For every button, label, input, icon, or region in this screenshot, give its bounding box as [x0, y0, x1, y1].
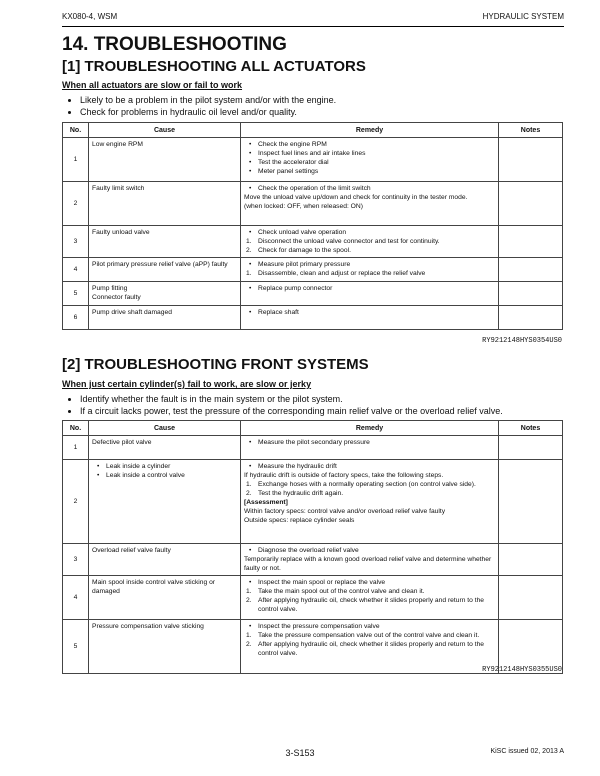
cause-text: Overload relief valve faulty — [92, 547, 171, 554]
cause-cell — [89, 282, 241, 306]
remedy-step — [244, 596, 495, 614]
remedy-bullet: • Measure the hydraulic drift — [244, 462, 495, 471]
cause-bullet: • Leak inside a cylinder — [92, 462, 237, 471]
remedy-step — [244, 587, 495, 596]
step-text: After applying hydraulic oil, check whether it slides properly and return to the control valve. — [258, 641, 485, 657]
notes-cell — [499, 258, 563, 282]
model-label: KX080-4, WSM — [62, 12, 118, 21]
section1-intro — [62, 94, 336, 118]
step-number: 2. — [246, 597, 252, 604]
cause-cell — [89, 258, 241, 282]
remedy-bullet: • Check the engine RPM — [244, 140, 495, 149]
cause-text: Pump fitting — [92, 285, 128, 292]
cause-text: Pilot primary pressure relief valve (aPP) faulty — [92, 261, 228, 268]
table-header-row — [63, 421, 563, 436]
remedy-bullet: • Inspect fuel lines and air intake lines — [244, 149, 495, 158]
remedy-cell — [241, 306, 499, 330]
notes-cell — [499, 544, 563, 576]
cause-text: Main spool inside control valve sticking or damaged — [92, 579, 216, 595]
remedy-cell — [241, 282, 499, 306]
table-row — [63, 436, 563, 460]
cause-text: Faulty unload valve — [92, 229, 150, 236]
step-text: Take the pressure compensation valve out of the control valve and clean it. — [258, 632, 480, 639]
row-number: 5 — [63, 282, 89, 306]
remedy-cell — [241, 576, 499, 620]
remedy-cell — [241, 436, 499, 460]
notes-cell — [499, 138, 563, 182]
step-text: Test the hydraulic drift again. — [258, 490, 344, 497]
cause-text: Faulty limit switch — [92, 185, 145, 192]
remedy-step — [244, 640, 495, 658]
cause-cell — [89, 620, 241, 674]
cause-text: Defective pilot valve — [92, 439, 152, 446]
cause-cell — [89, 576, 241, 620]
section1-title: [1] TROUBLESHOOTING ALL ACTUATORS — [62, 58, 366, 75]
row-number: 2 — [63, 460, 89, 544]
issue-label: KiSC issued 02, 2013 A — [490, 748, 564, 755]
section1-subtitle: When all actuators are slow or fail to work — [62, 80, 243, 90]
intro-item: • Check for problems in hydraulic oil level and/or quality. — [80, 106, 336, 118]
table-row — [63, 306, 563, 330]
row-number: 3 — [63, 226, 89, 258]
remedy-step — [244, 269, 495, 278]
remedy-bullet: • Replace shaft — [244, 308, 495, 317]
step-number: 2. — [246, 641, 252, 648]
col-remedy: Remedy — [241, 123, 499, 138]
cause-cell — [89, 306, 241, 330]
section2-title: [2] TROUBLESHOOTING FRONT SYSTEMS — [62, 356, 369, 373]
remedy-bullet: • Measure pilot primary pressure — [244, 260, 495, 269]
step-text: Exchange hoses with a normally operating section (on control valve side). — [258, 481, 476, 488]
cause-cell — [89, 182, 241, 226]
step-number: 1. — [246, 632, 252, 639]
section2-subtitle: When just certain cylinder(s) fail to work, are slow or jerky — [62, 379, 312, 389]
chapter-title: 14. TROUBLESHOOTING — [62, 34, 287, 55]
section-label: HYDRAULIC SYSTEM — [482, 12, 564, 21]
row-number: 4 — [63, 576, 89, 620]
row-number: 4 — [63, 258, 89, 282]
remedy-cell — [241, 544, 499, 576]
remedy-cell — [241, 138, 499, 182]
remedy-bullet: • Check the operation of the limit switch — [244, 184, 495, 193]
step-number: 2. — [246, 490, 252, 497]
step-number: 1. — [246, 481, 252, 488]
cause-bullet: • Leak inside a control valve — [92, 471, 237, 480]
cause-text: Connector faulty — [92, 294, 141, 301]
remedy-cell — [241, 258, 499, 282]
col-notes: Notes — [499, 421, 563, 436]
intro-item: • If a circuit lacks power, test the pressure of the corresponding main relief valve or the overload relief valve. — [80, 405, 503, 417]
step-text: Take the main spool out of the control valve and clean it. — [258, 588, 425, 595]
table-header-row — [63, 123, 563, 138]
remedy-text: Move the unload valve up/down and check for continuity in the tester mode. — [244, 194, 468, 201]
remedy-cell — [241, 226, 499, 258]
step-text: Check for damage to the spool. — [258, 247, 351, 254]
section2-ref: RY9212148HYS0355US0 — [482, 666, 562, 674]
step-number: 1. — [246, 270, 252, 277]
table-row — [63, 226, 563, 258]
remedy-cell — [241, 620, 499, 674]
row-number: 6 — [63, 306, 89, 330]
section2-intro — [62, 393, 503, 417]
cause-text: Pressure compensation valve sticking — [92, 623, 204, 630]
col-no: No. — [63, 123, 89, 138]
row-number: 5 — [63, 620, 89, 674]
step-text: Disconnect the unload valve connector and test for continuity. — [258, 238, 440, 245]
remedy-step — [244, 246, 495, 255]
remedy-text: Within factory specs: control valve and/or overload relief valve faulty — [244, 508, 446, 515]
remedy-text: Outside specs: replace cylinder seals — [244, 517, 355, 524]
table-row — [63, 460, 563, 544]
remedy-cell — [241, 460, 499, 544]
page-number: 3-S153 — [285, 748, 315, 758]
remedy-bullet: • Meter panel settings — [244, 167, 495, 176]
col-no: No. — [63, 421, 89, 436]
remedy-bullet: • Inspect the pressure compensation valve — [244, 622, 495, 631]
row-number: 2 — [63, 182, 89, 226]
table-row — [63, 282, 563, 306]
intro-item: • Likely to be a problem in the pilot system and/or with the engine. — [80, 94, 336, 106]
table-row — [63, 182, 563, 226]
step-number: 2. — [246, 247, 252, 254]
notes-cell — [499, 306, 563, 330]
row-number: 1 — [63, 138, 89, 182]
remedy-bullet: • Measure the pilot secondary pressure — [244, 438, 495, 447]
cause-cell — [89, 138, 241, 182]
remedy-text: If hydraulic drift is outside of factory specs, take the following steps. — [244, 472, 444, 479]
remedy-bullet: • Inspect the main spool or replace the valve — [244, 578, 495, 587]
remedy-step — [244, 489, 495, 498]
step-text: Disassemble, clean and adjust or replace the relief valve — [258, 270, 426, 277]
col-cause: Cause — [89, 123, 241, 138]
row-number: 1 — [63, 436, 89, 460]
remedy-cell — [241, 182, 499, 226]
cause-cell — [89, 460, 241, 544]
remedy-bullet: • Replace pump connector — [244, 284, 495, 293]
remedy-step — [244, 237, 495, 246]
section1-ref: RY9212148HYS0354US0 — [482, 337, 562, 345]
notes-cell — [499, 226, 563, 258]
table-row — [63, 576, 563, 620]
cause-cell — [89, 436, 241, 460]
notes-cell — [499, 182, 563, 226]
col-cause: Cause — [89, 421, 241, 436]
cause-cell — [89, 226, 241, 258]
remedy-text: Temporarily replace with a known good overload relief valve and determine whether faulty or not. — [244, 556, 492, 572]
col-remedy: Remedy — [241, 421, 499, 436]
intro-item: • Identify whether the fault is in the main system or the pilot system. — [80, 393, 503, 405]
remedy-text: (when locked: OFF, when released: ON) — [244, 203, 363, 210]
notes-cell — [499, 460, 563, 544]
remedy-step — [244, 631, 495, 640]
assessment-heading: [Assessment] — [244, 499, 288, 506]
step-number: 1. — [246, 238, 252, 245]
cause-text: Low engine RPM — [92, 141, 143, 148]
actuators-table — [62, 122, 563, 330]
col-notes: Notes — [499, 123, 563, 138]
table-row — [63, 258, 563, 282]
step-number: 1. — [246, 588, 252, 595]
remedy-bullet: • Test the accelerator dial — [244, 158, 495, 167]
notes-cell — [499, 436, 563, 460]
remedy-bullet: • Check unload valve operation — [244, 228, 495, 237]
remedy-step — [244, 480, 495, 489]
front-systems-table — [62, 420, 563, 674]
cause-cell — [89, 544, 241, 576]
cause-text: Pump drive shaft damaged — [92, 309, 172, 316]
page-header — [62, 12, 564, 26]
table-row — [63, 544, 563, 576]
header-rule — [62, 26, 564, 27]
step-text: After applying hydraulic oil, check whether it slides properly and return to the control valve. — [258, 597, 485, 613]
notes-cell — [499, 576, 563, 620]
remedy-bullet: • Diagnose the overload relief valve — [244, 546, 495, 555]
table-row — [63, 138, 563, 182]
notes-cell — [499, 282, 563, 306]
row-number: 3 — [63, 544, 89, 576]
